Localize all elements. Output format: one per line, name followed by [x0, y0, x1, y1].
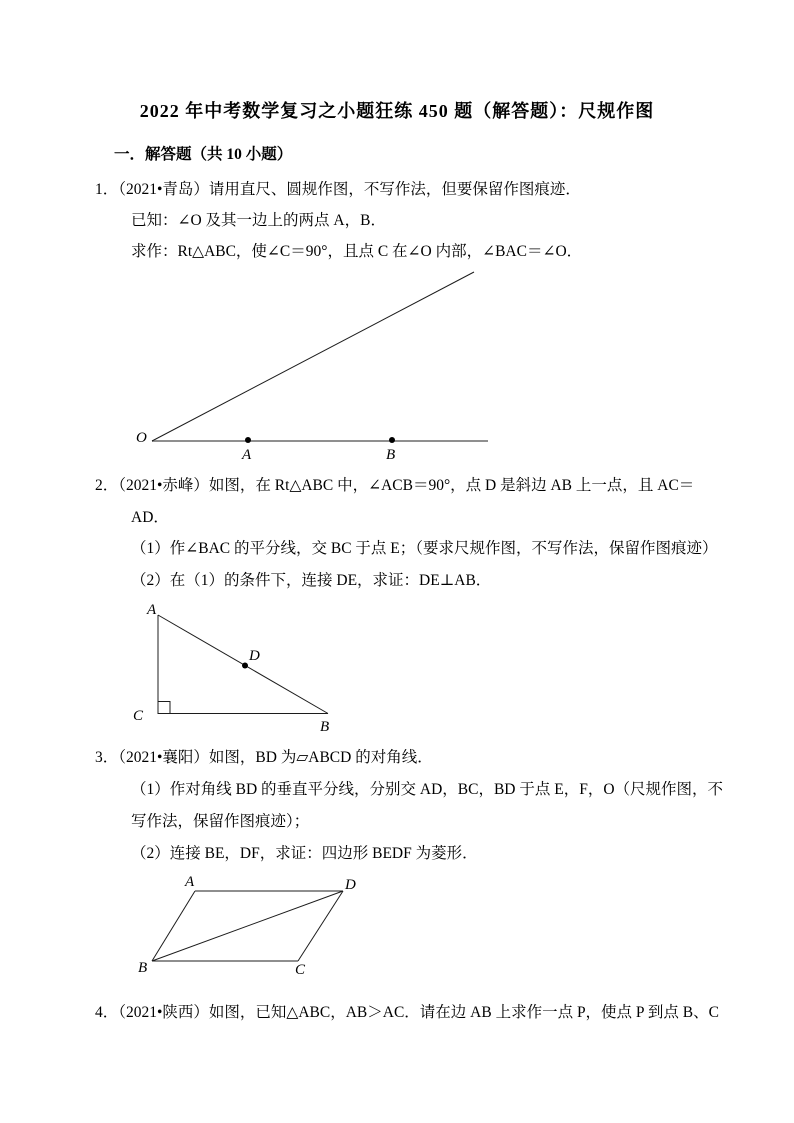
vertex-b-label: B — [320, 719, 330, 735]
point-a-label: A — [242, 447, 252, 463]
section-heading: 一．解答题（共 10 小题） — [114, 146, 293, 163]
figure-right-triangle — [130, 598, 345, 738]
vertex-b-label: B — [138, 960, 148, 976]
ray-o-diagonal — [152, 272, 474, 441]
problem-3-part2: （2）连接 BE，DF，求证：四边形 BEDF 为菱形． — [131, 845, 478, 862]
side-ba — [152, 891, 195, 961]
figure-parallelogram — [135, 870, 375, 985]
problem-1-given: 已知：∠O 及其一边上的两点 A，B． — [131, 212, 386, 229]
problem-1-statement: 1．（2021•青岛）请用直尺、圆规作图，不写作法，但要保留作图痕迹． — [95, 181, 581, 198]
page-title: 2022 年中考数学复习之小题狂练 450 题（解答题）：尺规作图 — [139, 101, 655, 121]
problem-3-statement: 3．（2021•襄阳）如图，BD 为▱ABCD 的对角线． — [95, 749, 433, 766]
vertex-o-label: O — [136, 430, 147, 446]
vertex-d-label: D — [345, 877, 356, 893]
problem-2-statement-cont: AD． — [131, 509, 169, 526]
point-b-label: B — [386, 447, 396, 463]
problem-2-part1: （1）作∠BAC 的平分线，交 BC 于点 E；（要求尺规作图，不写作法，保留作图痕迹） — [131, 540, 718, 557]
problem-2-part2: （2）在（1）的条件下，连接 DE，求证：DE⊥AB． — [131, 572, 492, 589]
vertex-a-label: A — [147, 602, 157, 618]
problem-1-required: 求作：Rt△ABC，使∠C＝90°，且点 C 在∠O 内部，∠BAC＝∠O． — [131, 243, 583, 260]
diagonal-bd — [152, 891, 343, 961]
problem-3-part1-cont: 写作法，保留作图痕迹）； — [131, 813, 310, 830]
problem-3-part1: （1）作对角线 BD 的垂直平分线，分别交 AD，BC，BD 于点 E，F，O（尺规作图，不 — [131, 781, 724, 798]
figure-angle-o — [128, 266, 498, 466]
side-dc — [298, 891, 343, 961]
problem-4-statement: 4．（2021•陕西）如图，已知△ABC，AB＞AC．请在边 AB 上求作一点 P，使点 P 到点 B、C — [95, 1004, 719, 1021]
point-a-dot — [245, 437, 251, 443]
point-d-label: D — [249, 648, 260, 664]
vertex-c-label: C — [133, 708, 144, 724]
problem-2-statement: 2．（2021•赤峰）如图，在 Rt△ABC 中，∠ACB＝90°，点 D 是斜边 AB 上一点，且 AC＝ — [95, 477, 695, 494]
vertex-c-label: C — [295, 962, 306, 978]
point-b-dot — [389, 437, 395, 443]
right-angle-marker — [158, 702, 170, 714]
vertex-a-label: A — [185, 874, 195, 890]
point-d-dot — [242, 663, 248, 669]
